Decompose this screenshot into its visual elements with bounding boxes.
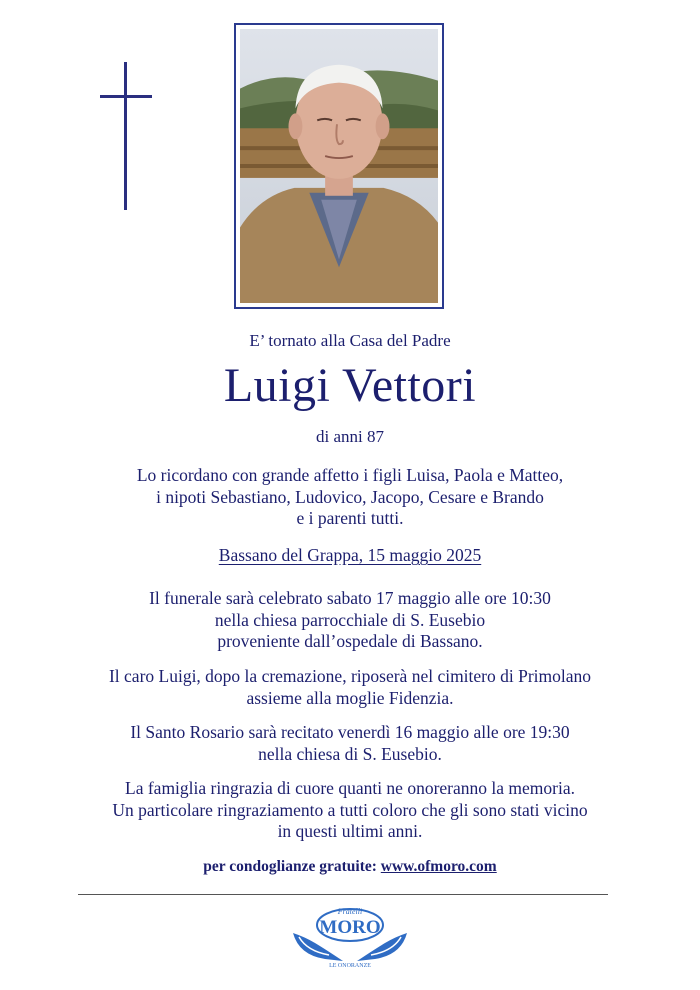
logo-main-text: MORO (319, 917, 381, 938)
cremation-line: assieme alla moglie Fidenzia. (246, 687, 454, 708)
condolences-label: per condoglianze gratuite: (203, 858, 377, 875)
thanks-line: La famiglia ringrazia di cuore quanti ne onoreranno la memoria. (125, 778, 575, 798)
rosary-paragraph (0, 722, 700, 765)
family-paragraph (0, 465, 700, 530)
divider (78, 894, 608, 895)
funeral-paragraph (0, 588, 700, 653)
intro-text: E’ tornato alla Casa del Padre (249, 331, 451, 350)
logo-sub-text: LE ONORANZE (329, 963, 371, 969)
family-line: i nipoti Sebastiano, Ludovico, Jacopo, Cesare e Brando (156, 486, 544, 507)
cremation-paragraph (0, 666, 700, 709)
cremation-line: Il caro Luigi, dopo la cremazione, riposerà nel cimitero di Primolano (108, 666, 592, 686)
cross-icon (100, 62, 152, 210)
deceased-name: Luigi Vettori (223, 359, 477, 412)
family-line: e i parenti tutti. (296, 508, 404, 528)
logo-top-text: Fratelli (337, 907, 363, 916)
portrait-photo (234, 23, 444, 309)
funeral-home-logo (285, 903, 415, 969)
condolences-line (0, 858, 700, 876)
rosary-line: nella chiesa di S. Eusebio. (258, 743, 442, 764)
place-date (0, 545, 700, 566)
place-date-text: Bassano del Grappa, 15 maggio 2025 (218, 545, 482, 565)
rosary-line: Il Santo Rosario sarà recitato venerdì 16 maggio alle ore 19:30 (130, 722, 570, 742)
age-text: di anni 87 (316, 427, 384, 446)
thanks-line: in questi ultimi anni. (277, 821, 423, 841)
thanks-paragraph (0, 778, 700, 843)
thanks-line: Un particolare ringraziamento a tutti coloro che gli sono stati vicino (112, 799, 588, 820)
funeral-line: proveniente dall’ospedale di Bassano. (217, 631, 483, 651)
funeral-line: nella chiesa parrocchiale di S. Eusebio (214, 609, 486, 630)
condolences-link[interactable]: www.ofmoro.com (380, 858, 497, 875)
funeral-line: Il funerale sarà celebrato sabato 17 maggio alle ore 10:30 (149, 588, 551, 608)
family-line: Lo ricordano con grande affetto i figli Luisa, Paola e Matteo, (136, 465, 564, 485)
